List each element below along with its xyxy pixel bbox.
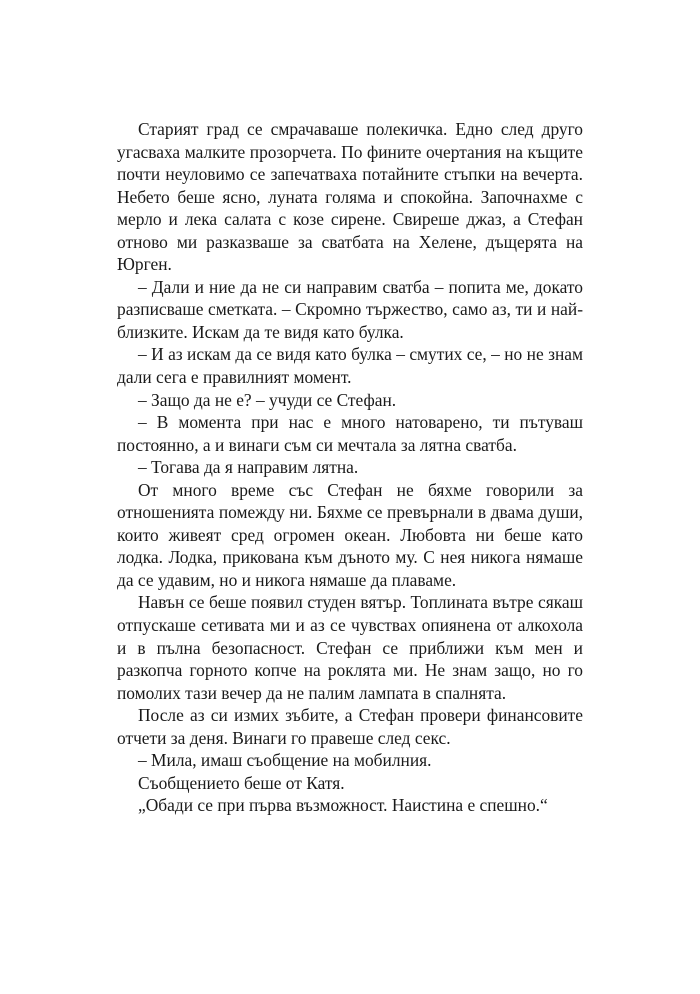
- paragraph: Старият град се смрачаваше полекичка. Едно след друго угасваха малките прозорчета. По фините очертания на къщите почти неуловимо се запечатваха потайните стъпки на вечерта. Небето беше ясно, луната голяма и спокойна. Започнахме с мерло и лека салата с козе сирене. Свиреше джаз, а Стефан отново ми разказваше за сватбата на Хелене, дъщерята на Юрген.: [117, 119, 583, 275]
- paragraph: – Мила, имаш съобщение на мобилния.: [138, 750, 432, 771]
- paragraph: – Тогава да я направим лятна.: [138, 457, 359, 478]
- paragraph: – В момента при нас е много натоварено, ти пътуваш постоянно, а и винаги съм си мечтала за лятна сватба.: [117, 412, 583, 455]
- paragraph: От много време със Стефан не бяхме говорили за отношенията помежду ни. Бяхме се превърнали в двама души, които живеят сред огромен океан. Любовта ни беше като лодка. Лодка, прикована към дъното му. С нея никога нямаше да се удавим, но и никога нямаше да плаваме.: [117, 479, 583, 590]
- paragraph: – Дали и ние да не си направим сватба – попита ме, докато разписваше сметката. – Скромно тържество, само аз, ти и найблизките. Искам да те видя като булка.: [117, 276, 583, 342]
- paragraph: Съобщението беше от Катя.: [138, 772, 345, 793]
- paragraph: – И аз искам да се видя като булка – смутих се, – но не знам дали сега е правилният момент.: [117, 344, 583, 388]
- paragraph: После аз си измих зъбите, а Стефан провери финансовите отчети за деня. Винаги го правеше след секс.: [117, 705, 583, 748]
- body-text: [117, 118, 583, 817]
- paragraph: – Защо да не е? – учуди се Стефан.: [138, 389, 397, 410]
- paragraph: Навън се беше появил студен вятър. Топлината вътре сякаш отпускаше сетивата ми и аз се чувствах опиянена от алкохола и в пълна безопасност. Стефан се приближи към мен и разкопча горното копче на роклята ми. Не знам защо, но го помолих тази вечер да не палим лампата в спалнята.: [117, 592, 583, 703]
- paragraph: „Обади се при първа възможност. Наистина е спешно.“: [138, 795, 548, 816]
